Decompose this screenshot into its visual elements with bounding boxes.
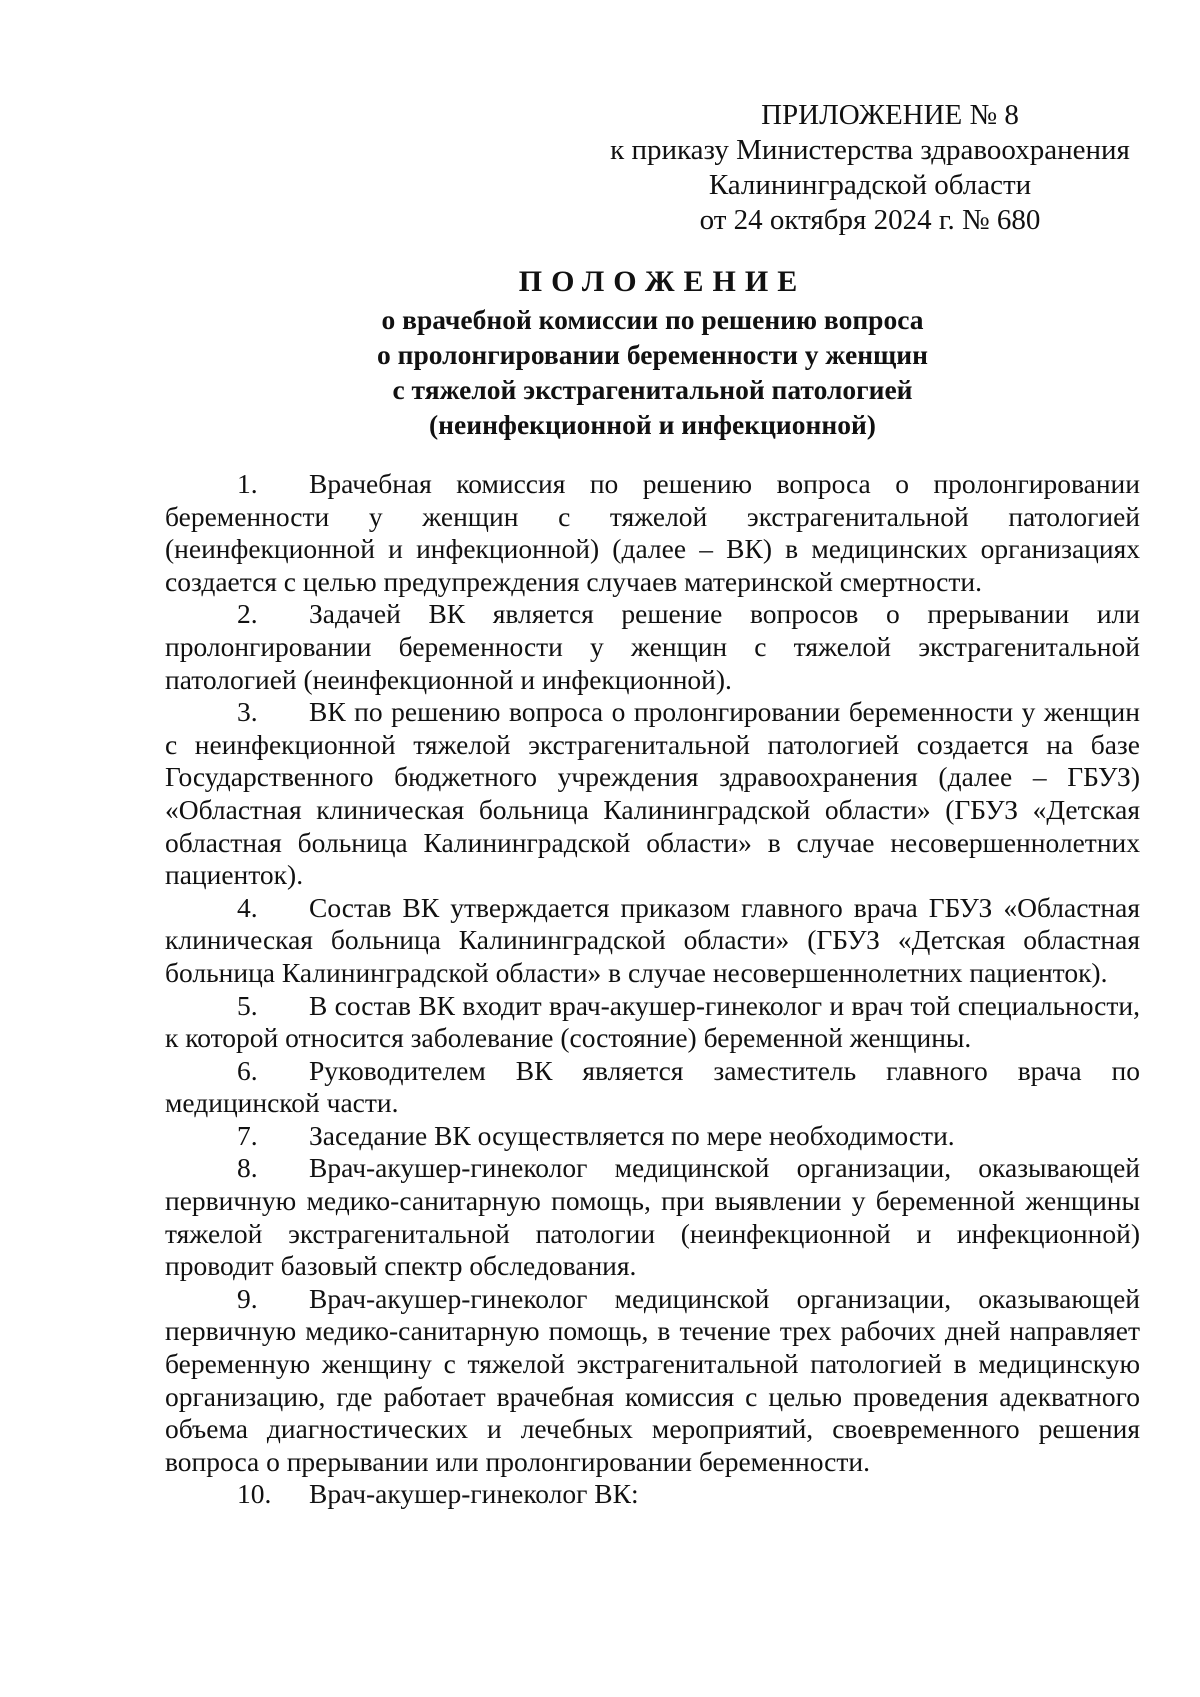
document-subtitle-line: о врачебной комиссии по решению вопроса xyxy=(381,304,924,335)
paragraph-number: 6. xyxy=(237,1054,258,1086)
document-title: ПОЛОЖЕНИЕ xyxy=(518,265,807,298)
appendix-line-region: Калининградской области xyxy=(708,169,1032,201)
paragraph-text: Состав ВК утверждается приказом главного врача ГБУЗ «Областная клиническая больница Калининградской области» (ГБУЗ «Детская областная больница Калининградской области» в случае несовершеннолетних пациенток). xyxy=(165,891,1140,988)
paragraph-number: 3. xyxy=(237,696,258,728)
document-title-block xyxy=(165,262,1140,442)
appendix-header xyxy=(600,98,1140,238)
paragraph-text: ВК по решению вопроса о пролонгировании беременности у женщин с неинфекционной тяжелой экстрагенитальной патологией создается на базе Государственного бюджетного учреждения здравоохранения (далее – ГБУЗ) «Областная клиническая больница Калининградской области» (ГБУЗ «Детская областная больница Калининградской области» в случае несовершеннолетних пациенток). xyxy=(165,696,1140,891)
paragraph-text: Врачебная комиссия по решению вопроса о пролонгировании беременности у женщин с тяжелой экстрагенитальной патологией (неинфекционной и инфекционной) (далее – ВК) в медицинских организациях создается с целью предупреждения случаев материнской смертности. xyxy=(165,468,1140,597)
document-body xyxy=(165,468,1140,1511)
paragraph-7 xyxy=(165,1120,1140,1153)
appendix-line-date: от 24 октября 2024 г. № 680 xyxy=(699,204,1041,236)
paragraph-text: Врач-акушер-гинеколог медицинской организации, оказывающей первичную медико-санитарную помощь, при выявлении у беременной женщины тяжелой экстрагенитальной патологии (неинфекционной и инфекционной) проводит базовый спектр обследования. xyxy=(165,1152,1140,1282)
paragraph-number: 9. xyxy=(237,1282,258,1314)
paragraph-number: 5. xyxy=(237,989,258,1021)
paragraph-8 xyxy=(165,1152,1140,1282)
paragraph-9 xyxy=(165,1283,1140,1479)
appendix-title: ПРИЛОЖЕНИЕ № 8 xyxy=(761,99,1019,131)
paragraph-text: Врач-акушер-гинеколог ВК: xyxy=(309,1478,639,1510)
paragraph-number: 8. xyxy=(237,1152,258,1184)
paragraph-6 xyxy=(165,1055,1140,1120)
paragraph-number: 4. xyxy=(237,891,258,923)
paragraph-5 xyxy=(165,990,1140,1055)
paragraph-4 xyxy=(165,892,1140,990)
paragraph-number: 2. xyxy=(237,598,258,630)
document-subtitle-line: с тяжелой экстрагенитальной патологией xyxy=(392,374,913,405)
paragraph-10 xyxy=(165,1478,1140,1511)
paragraph-text: В состав ВК входит врач-акушер-гинеколог и врач той специальности, к которой относится заболевание (состояние) беременной женщины. xyxy=(165,989,1140,1054)
paragraph-text: Заседание ВК осуществляется по мере необходимости. xyxy=(309,1119,955,1151)
paragraph-1 xyxy=(165,468,1140,598)
paragraph-text: Руководителем ВК является заместитель главного врача по медицинской части. xyxy=(165,1054,1140,1119)
paragraph-text: Задачей ВК является решение вопросов о прерывании или пролонгировании беременности у женщин с тяжелой экстрагенитальной патологией (неинфекционной и инфекционной). xyxy=(165,598,1140,695)
paragraph-number: 10. xyxy=(237,1478,272,1510)
appendix-line-order: к приказу Министерства здравоохранения xyxy=(610,134,1130,166)
paragraph-2 xyxy=(165,598,1140,696)
paragraph-3 xyxy=(165,696,1140,892)
paragraph-text: Врач-акушер-гинеколог медицинской организации, оказывающей первичную медико-санитарную помощь, в течение трех рабочих дней направляет беременную женщину с тяжелой экстрагенитальной патологией в медицинскую организацию, где работает врачебная комиссия с целью проведения адекватного объема диагностических и лечебных мероприятий, своевременного решения вопроса о прерывании или пролонгировании беременности. xyxy=(165,1282,1140,1477)
paragraph-number: 7. xyxy=(237,1119,258,1151)
document-subtitle-line: о пролонгировании беременности у женщин xyxy=(377,339,928,370)
paragraph-number: 1. xyxy=(237,468,258,499)
document-subtitle-line: (неинфекционной и инфекционной) xyxy=(429,409,876,440)
